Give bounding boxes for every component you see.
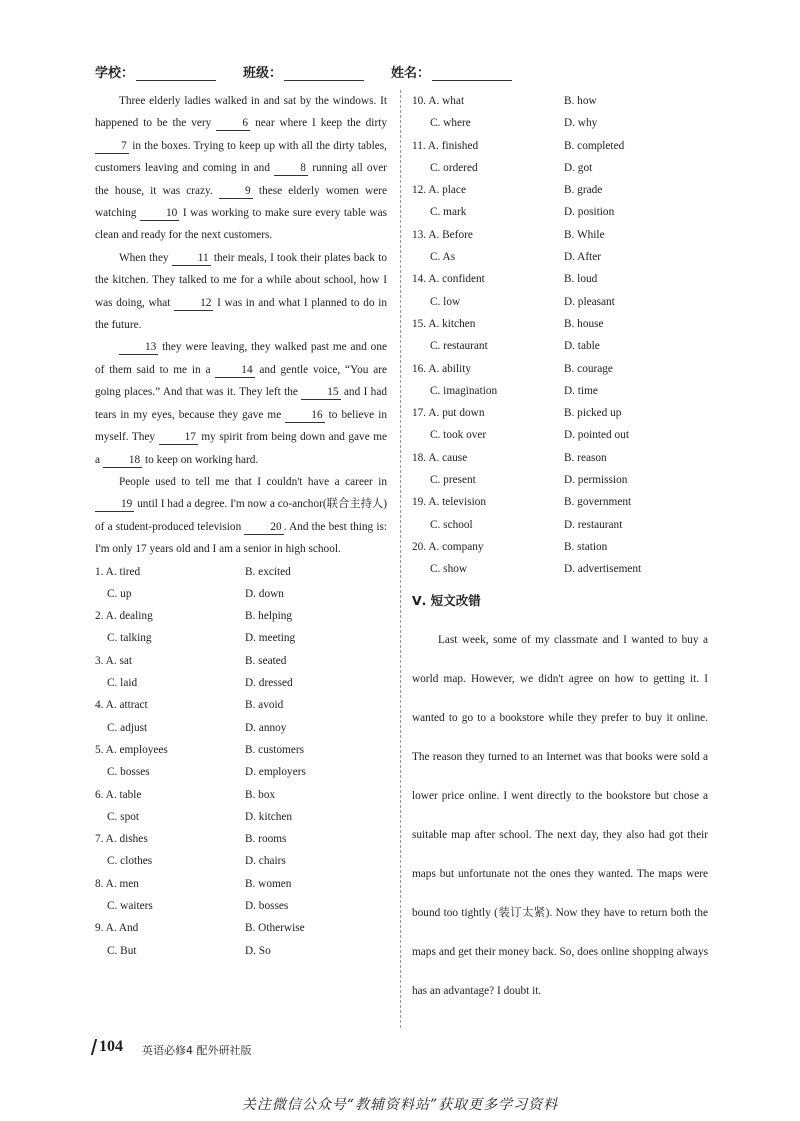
option-row: [412, 491, 708, 513]
option-b[interactable]: B. While: [564, 228, 605, 241]
option-row: [412, 514, 708, 536]
option-row: [412, 558, 708, 580]
option-row: [412, 90, 708, 112]
option-c[interactable]: C. imagination: [430, 384, 498, 397]
right-column: [412, 90, 708, 1011]
option-row: [412, 201, 708, 223]
option-row: [412, 268, 708, 290]
option-b[interactable]: B. rooms: [245, 833, 287, 846]
option-a[interactable]: 17. A. put down: [412, 407, 485, 420]
option-a[interactable]: 15. A. kitchen: [412, 317, 476, 330]
blank-17: 17: [159, 431, 198, 445]
option-b[interactable]: B. women: [245, 877, 292, 890]
page-bar-icon: [91, 1039, 97, 1055]
option-row: [95, 627, 387, 649]
page-number-text: 104: [99, 1038, 123, 1055]
option-c[interactable]: C. laid: [107, 677, 138, 690]
option-row: [95, 739, 387, 761]
option-row: [95, 806, 387, 828]
option-c[interactable]: C. adjust: [107, 721, 148, 734]
option-a[interactable]: 5. A. employees: [95, 743, 168, 756]
option-c[interactable]: C. talking: [107, 632, 152, 645]
option-group-7: [95, 828, 387, 873]
option-row: [95, 605, 387, 627]
option-c[interactable]: C. mark: [430, 206, 467, 219]
option-row: [95, 650, 387, 672]
passage-paragraph-3: 13 they were leaving, they walked past me and one of them said to me in a 14 and gentle voice, “You are going places.” And that was it. They left the 15 and I had tears in my eyes, because they gave me 16 to believe in myself. They 17 my spirit from being down and gave me a 18 to keep on working hard.: [95, 341, 387, 466]
option-group-3: [95, 650, 387, 695]
option-c[interactable]: C. But: [107, 944, 137, 957]
option-c[interactable]: C. where: [430, 117, 471, 130]
option-group-6: [95, 784, 387, 829]
option-d[interactable]: D. advertisement: [564, 563, 642, 576]
option-d[interactable]: D. dressed: [245, 677, 293, 690]
option-d[interactable]: D. bosses: [245, 899, 289, 912]
option-row: [412, 313, 708, 335]
option-d[interactable]: D. time: [564, 384, 598, 397]
school-blank[interactable]: [136, 67, 216, 81]
option-d[interactable]: D. So: [245, 944, 271, 957]
blank-20: 20: [244, 521, 283, 535]
option-d[interactable]: D. down: [245, 587, 284, 600]
options-list-left: [95, 561, 387, 962]
class-field: [243, 62, 364, 81]
option-a[interactable]: 12. A. place: [412, 184, 466, 197]
page-number: [93, 1038, 123, 1056]
option-row: [412, 179, 708, 201]
option-b[interactable]: B. helping: [245, 610, 293, 623]
option-b[interactable]: B. completed: [564, 139, 625, 152]
option-a[interactable]: 11. A. finished: [412, 139, 479, 152]
option-a[interactable]: 19. A. television: [412, 496, 487, 509]
book-title: 英语必修4 配外研社版: [142, 1044, 252, 1057]
option-c[interactable]: C. spot: [107, 810, 140, 823]
passage-paragraph-1: Three elderly ladies walked in and sat by the windows. It happened to be the very 6 near where I keep the dirty 7 in the boxes. Trying to keep up with all the dirty tables, customers leaving and coming in and 8 running all over the house, it was crazy. 9 these elderly women were watching 10 I was working to make sure every table was clean and ready for the next customers.: [95, 95, 388, 242]
option-b[interactable]: B. Otherwise: [245, 922, 305, 935]
option-c[interactable]: C. show: [430, 563, 468, 576]
option-row: [412, 380, 708, 402]
option-row: [412, 358, 708, 380]
option-row: [95, 873, 387, 895]
option-d[interactable]: D. employers: [245, 766, 306, 779]
option-row: [95, 940, 387, 962]
blank-13: 13: [119, 341, 158, 355]
option-c[interactable]: C. bosses: [107, 766, 150, 779]
option-row: [412, 112, 708, 134]
option-group-20: [412, 536, 708, 581]
option-group-11: [412, 135, 708, 180]
blank-8: 8: [274, 162, 308, 176]
option-group-10: [412, 90, 708, 135]
section-5-title: Ⅴ. 短文改错: [412, 592, 481, 608]
option-b[interactable]: B. government: [564, 496, 632, 509]
option-row: [412, 246, 708, 268]
options-list-right: [412, 90, 708, 581]
option-a[interactable]: 7. A. dishes: [95, 833, 148, 846]
class-label: 班级：: [243, 66, 283, 81]
option-row: [95, 761, 387, 783]
option-b[interactable]: B. seated: [245, 654, 287, 667]
name-blank[interactable]: [432, 67, 512, 81]
option-row: [412, 424, 708, 446]
blank-12: 12: [174, 297, 213, 311]
left-column: [95, 90, 387, 962]
name-label: 姓名：: [391, 66, 431, 81]
option-d[interactable]: D. pleasant: [564, 295, 615, 308]
option-b[interactable]: B. house: [564, 317, 604, 330]
option-a[interactable]: 1. A. tired: [95, 565, 141, 578]
option-group-2: [95, 605, 387, 650]
option-b[interactable]: B. grade: [564, 184, 603, 197]
option-row: [412, 291, 708, 313]
option-c[interactable]: C. ordered: [430, 161, 478, 174]
option-c[interactable]: C. low: [430, 295, 461, 308]
promo-note: 关注微信公众号“教辅资料站”获取更多学习资料: [241, 1097, 559, 1113]
option-d[interactable]: D. table: [564, 340, 600, 353]
option-d[interactable]: D. meeting: [245, 632, 296, 645]
blank-18: 18: [103, 454, 142, 468]
option-a[interactable]: 13. A. Before: [412, 228, 473, 241]
option-b[interactable]: B. loud: [564, 273, 598, 286]
option-c[interactable]: C. clothes: [107, 855, 153, 868]
option-row: [412, 157, 708, 179]
option-row: [95, 895, 387, 917]
option-row: [95, 784, 387, 806]
option-d[interactable]: D. pointed out: [564, 429, 629, 442]
option-b[interactable]: B. reason: [564, 451, 607, 464]
blank-19: 19: [95, 498, 134, 512]
option-b[interactable]: B. courage: [564, 362, 613, 375]
school-field: [95, 62, 216, 81]
option-group-13: [412, 224, 708, 269]
option-row: [412, 447, 708, 469]
option-group-19: [412, 491, 708, 536]
option-row: [412, 224, 708, 246]
option-b[interactable]: B. avoid: [245, 699, 284, 712]
option-row: [95, 917, 387, 939]
error-correction-passage: Last week, some of my classmate and I wanted to buy a world map. However, we didn't agree on how to getting it. I wanted to go to a bookstore while they prefer to buy it online. The reason they turned to an Internet was that books were sold a lower price online. I went directly to the bookstore but chose a suitable map after school. The next day, they also had got their maps but unfortunate not the ones they wanted. The maps were bound too tightly (装订太紧). Now they have to return both the maps and get their money back. So, does online shopping always has an advantage? I doubt it.: [412, 633, 708, 997]
blank-9: 9: [219, 185, 253, 199]
option-a[interactable]: 10. A. what: [412, 95, 465, 107]
option-a[interactable]: 6. A. table: [95, 788, 142, 801]
option-group-8: [95, 873, 387, 918]
option-b[interactable]: B. picked up: [564, 407, 622, 420]
option-row: [95, 583, 387, 605]
school-label: 学校：: [95, 66, 135, 81]
option-c[interactable]: C. took over: [430, 429, 487, 442]
option-b[interactable]: B. station: [564, 540, 608, 553]
option-c[interactable]: C. up: [107, 587, 132, 600]
option-row: [95, 561, 387, 583]
option-group-14: [412, 268, 708, 313]
option-d[interactable]: D. position: [564, 206, 615, 219]
passage-paragraph-4: People used to tell me that I couldn't have a career in 19 until I had a degree. I'm now a co-anchor(联合主持人) of a student-produced television 20 . And the best thing is: I'm only 17 years old and I am a senior in high school.: [95, 475, 387, 556]
blank-7: 7: [95, 140, 129, 154]
name-field: [391, 62, 512, 81]
passage-paragraph-2: When they 11 their meals, I took their plates back to the kitchen. They talked to me for a while about school, how I was doing, what 12 I was in and what I planned to do in the future.: [95, 251, 387, 332]
option-d[interactable]: D. kitchen: [245, 810, 293, 823]
option-d[interactable]: D. permission: [564, 474, 628, 487]
option-d[interactable]: D. restaurant: [564, 518, 623, 531]
option-row: [95, 828, 387, 850]
option-c[interactable]: C. As: [430, 251, 456, 264]
blank-11: 11: [172, 252, 211, 266]
option-group-5: [95, 739, 387, 784]
option-row: [95, 694, 387, 716]
column-divider: [400, 90, 401, 1028]
option-d[interactable]: D. After: [564, 251, 602, 264]
option-c[interactable]: C. waiters: [107, 899, 153, 912]
option-a[interactable]: 20. A. company: [412, 540, 484, 553]
option-row: [95, 850, 387, 872]
option-group-15: [412, 313, 708, 358]
option-a[interactable]: 3. A. sat: [95, 654, 133, 667]
option-a[interactable]: 4. A. attract: [95, 699, 148, 712]
option-b[interactable]: B. customers: [245, 743, 304, 756]
option-a[interactable]: 9. A. And: [95, 922, 139, 935]
option-c[interactable]: C. restaurant: [430, 340, 488, 353]
option-row: [412, 536, 708, 558]
option-b[interactable]: B. how: [564, 95, 597, 107]
option-a[interactable]: 14. A. confident: [412, 273, 485, 286]
option-group-1: [95, 561, 387, 606]
blank-10: 10: [140, 207, 179, 221]
option-a[interactable]: 8. A. men: [95, 877, 139, 890]
option-d[interactable]: D. chairs: [245, 855, 286, 868]
option-b[interactable]: B. excited: [245, 565, 291, 578]
option-row: [95, 672, 387, 694]
class-blank[interactable]: [284, 67, 364, 81]
option-row: [412, 135, 708, 157]
option-row: [412, 402, 708, 424]
option-group-12: [412, 179, 708, 224]
blank-16: 16: [285, 409, 324, 423]
option-b[interactable]: B. box: [245, 788, 276, 801]
option-d[interactable]: D. got: [564, 161, 593, 174]
option-d[interactable]: D. why: [564, 117, 598, 130]
option-c[interactable]: C. present: [430, 474, 476, 487]
option-group-18: [412, 447, 708, 492]
blank-6: 6: [216, 117, 250, 131]
option-a[interactable]: 2. A. dealing: [95, 610, 153, 623]
option-d[interactable]: D. annoy: [245, 721, 287, 734]
blank-15: 15: [301, 386, 340, 400]
blank-14: 14: [215, 364, 254, 378]
option-row: [95, 717, 387, 739]
option-a[interactable]: 16. A. ability: [412, 362, 471, 375]
option-row: [412, 469, 708, 491]
option-group-17: [412, 402, 708, 447]
option-row: [412, 335, 708, 357]
option-group-9: [95, 917, 387, 962]
option-a[interactable]: 18. A. cause: [412, 451, 468, 464]
option-group-4: [95, 694, 387, 739]
option-group-16: [412, 358, 708, 403]
option-c[interactable]: C. school: [430, 518, 473, 531]
